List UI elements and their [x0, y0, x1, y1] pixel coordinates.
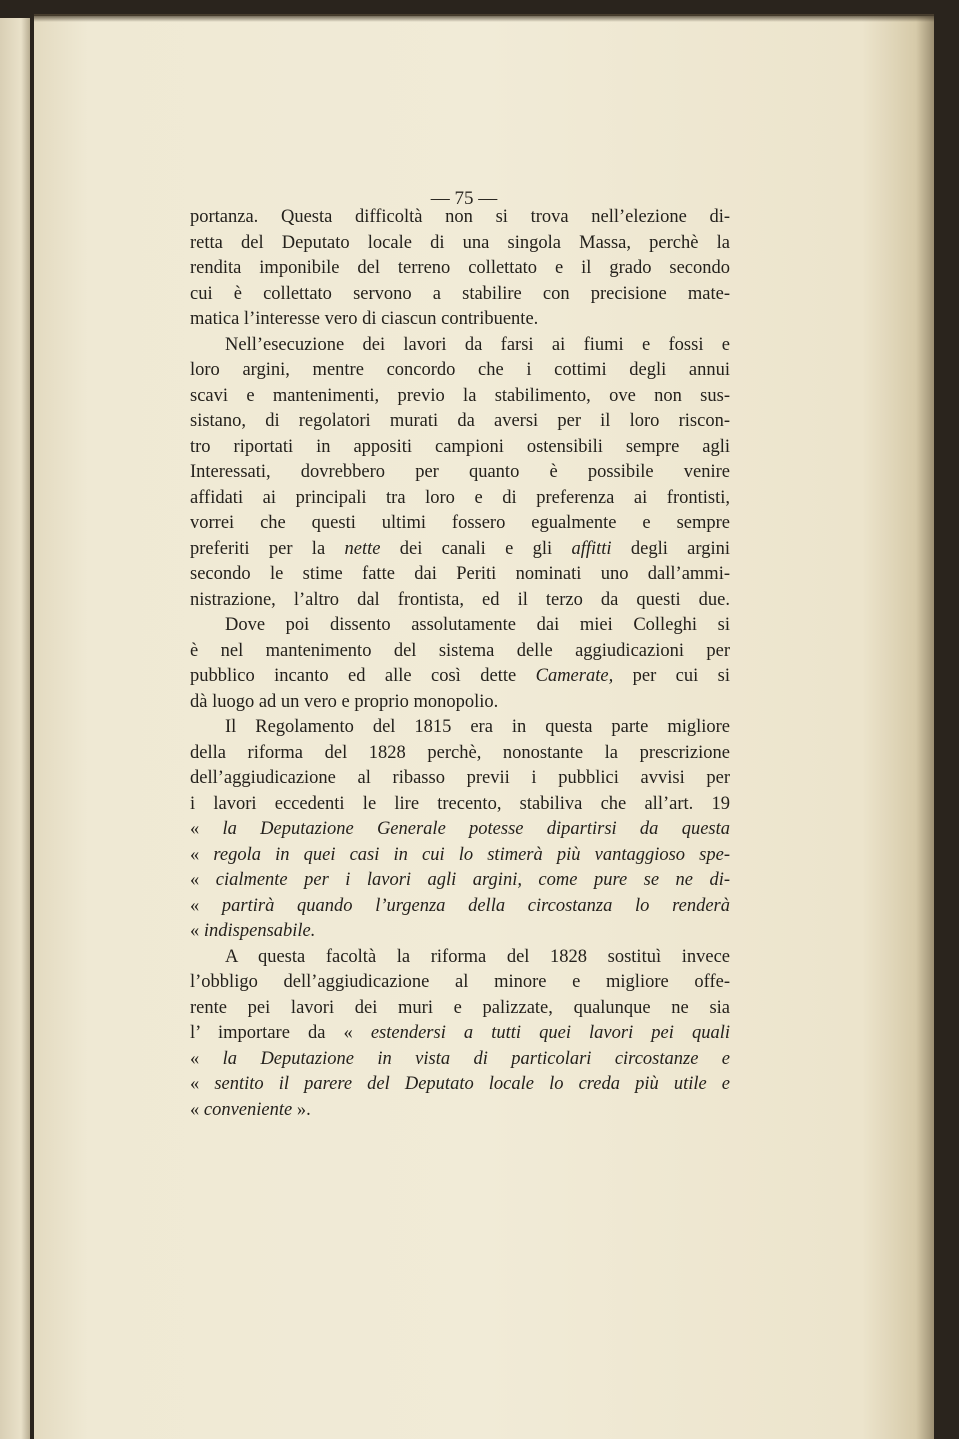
text-line	[190, 741, 730, 767]
text-line	[190, 231, 730, 257]
text-line	[190, 1021, 730, 1047]
text-line	[190, 282, 730, 308]
text-line	[190, 537, 730, 563]
text-line	[190, 613, 730, 639]
text-segment: dell’aggiudicazione al ribasso previi i pubblici avvisi per	[190, 768, 730, 788]
text-segment: dà luogo ad un vero e proprio monopolio.	[190, 691, 499, 712]
text-segment: preferiti per la	[190, 538, 345, 559]
text-line	[190, 894, 730, 920]
text-line	[190, 945, 730, 971]
text-line	[190, 664, 730, 690]
text-segment: è nel mantenimento del sistema delle aggiudicazioni per	[190, 640, 730, 661]
italic-text-segment: Camerate,	[535, 666, 614, 686]
italic-text-segment: cialmente per i lavori agli argini, come pure se ne di-	[215, 870, 731, 890]
italic-text-segment: nette	[344, 538, 381, 559]
page-number: — 75 —	[430, 188, 498, 209]
text-segment: sistano, di regolatori murati da aversi per il loro riscon-	[190, 411, 730, 431]
text-segment: Dove poi dissento assolutamente dai miei Colleghi si	[225, 615, 730, 635]
text-line	[190, 256, 730, 282]
text-segment: Nell’esecuzione dei lavori da farsi ai fiumi e fossi e	[225, 334, 730, 355]
text-segment: «	[190, 921, 204, 941]
text-segment: Il Regolamento del 1815 era in questa parte migliore	[225, 717, 730, 737]
text-segment: «	[190, 819, 223, 839]
text-line	[190, 409, 730, 435]
text-line	[190, 843, 730, 869]
italic-text-segment: indispensabile.	[203, 921, 316, 941]
italic-text-segment: affitti	[571, 538, 612, 559]
italic-text-segment: regola in quei casi in cui lo stimerà più vantaggioso spe-	[213, 844, 730, 865]
text-line	[190, 1098, 730, 1124]
text-line	[190, 460, 730, 486]
text-line	[190, 435, 730, 461]
text-line	[190, 817, 730, 843]
text-segment: «	[190, 1099, 204, 1120]
text-segment: tro riportati in appositi campioni ostensibili sempre agli	[190, 436, 730, 457]
text-segment: dei canali e gli	[380, 538, 572, 559]
previous-page-edge	[0, 18, 30, 1439]
text-segment: rendita imponibile del terreno collettato e il grado secondo	[190, 258, 730, 278]
text-segment: rente pei lavori dei muri e palizzate, qualunque ne sia	[190, 997, 730, 1018]
italic-text-segment: conveniente	[203, 1099, 293, 1120]
text-line	[190, 384, 730, 410]
text-line	[190, 639, 730, 665]
text-line	[190, 766, 730, 792]
text-line	[190, 333, 730, 359]
text-segment: A questa facoltà la riforma del 1828 sostituì invece	[225, 946, 730, 967]
text-segment: affidati ai principali tra loro e di preferenza ai frontisti,	[190, 487, 730, 508]
text-segment: ».	[292, 1099, 311, 1120]
text-segment: «	[190, 844, 214, 865]
text-line	[190, 970, 730, 996]
text-line	[190, 1072, 730, 1098]
text-segment: pubblico incanto ed alle così dette	[190, 666, 536, 686]
text-segment: «	[190, 1048, 223, 1069]
text-segment: «	[190, 1074, 215, 1094]
text-line	[190, 1047, 730, 1073]
text-segment: i lavori eccedenti le lire trecento, stabiliva che all’art. 19	[190, 793, 730, 814]
text-line	[190, 868, 730, 894]
text-line	[190, 919, 730, 945]
text-line	[190, 588, 730, 614]
text-segment: cui è collettato servono a stabilire con precisione mate-	[190, 283, 730, 304]
text-segment: portanza. Questa difficoltà non si trova nell’elezione di-	[190, 207, 730, 227]
text-segment: degli argini	[611, 538, 731, 559]
text-segment: matica l’interesse vero di ciascun contribuente.	[190, 309, 539, 329]
text-segment: «	[190, 895, 222, 916]
text-segment: l’obbligo dell’aggiudicazione al minore e migliore offe-	[190, 972, 730, 992]
text-segment: secondo le stime fatte dai Periti nominati uno dall’ammi-	[190, 564, 730, 584]
text-line	[190, 486, 730, 512]
text-line	[190, 205, 730, 231]
text-segment: della riforma del 1828 perchè, nonostante la prescrizione	[190, 742, 730, 763]
text-segment: scavi e mantenimenti, previo la stabilimento, ove non sus-	[190, 385, 730, 406]
italic-text-segment: la Deputazione Generale potesse dipartirsi da questa	[222, 819, 731, 839]
text-segment: l’ importare da «	[190, 1023, 371, 1043]
text-line	[190, 511, 730, 537]
text-segment: Interessati, dovrebbero per quanto è possibile venire	[190, 462, 730, 482]
text-line	[190, 562, 730, 588]
text-segment: per cui si	[613, 666, 731, 686]
body-text	[190, 205, 730, 1123]
text-segment: loro argini, mentre concordo che i cottimi degli annui	[190, 360, 730, 380]
text-line	[190, 715, 730, 741]
text-line	[190, 792, 730, 818]
text-segment: vorrei che questi ultimi fossero egualmente e sempre	[190, 513, 730, 533]
italic-text-segment: la Deputazione in vista di particolari circostanze e	[222, 1048, 731, 1069]
text-segment: «	[190, 870, 216, 890]
italic-text-segment: estendersi a tutti quei lavori pei quali	[370, 1023, 730, 1043]
text-line	[190, 358, 730, 384]
italic-text-segment: sentito il parere del Deputato locale lo creda più utile e	[214, 1074, 730, 1094]
text-segment: nistrazione, l’altro dal frontista, ed il terzo da questi due.	[190, 589, 730, 610]
text-line	[190, 307, 730, 333]
italic-text-segment: partirà quando l’urgenza della circostanza lo renderà	[221, 895, 730, 916]
text-line	[190, 996, 730, 1022]
text-segment: retta del Deputato locale di una singola Massa, perchè la	[190, 232, 730, 253]
text-line	[190, 690, 730, 716]
page-top-shadow	[34, 14, 934, 22]
